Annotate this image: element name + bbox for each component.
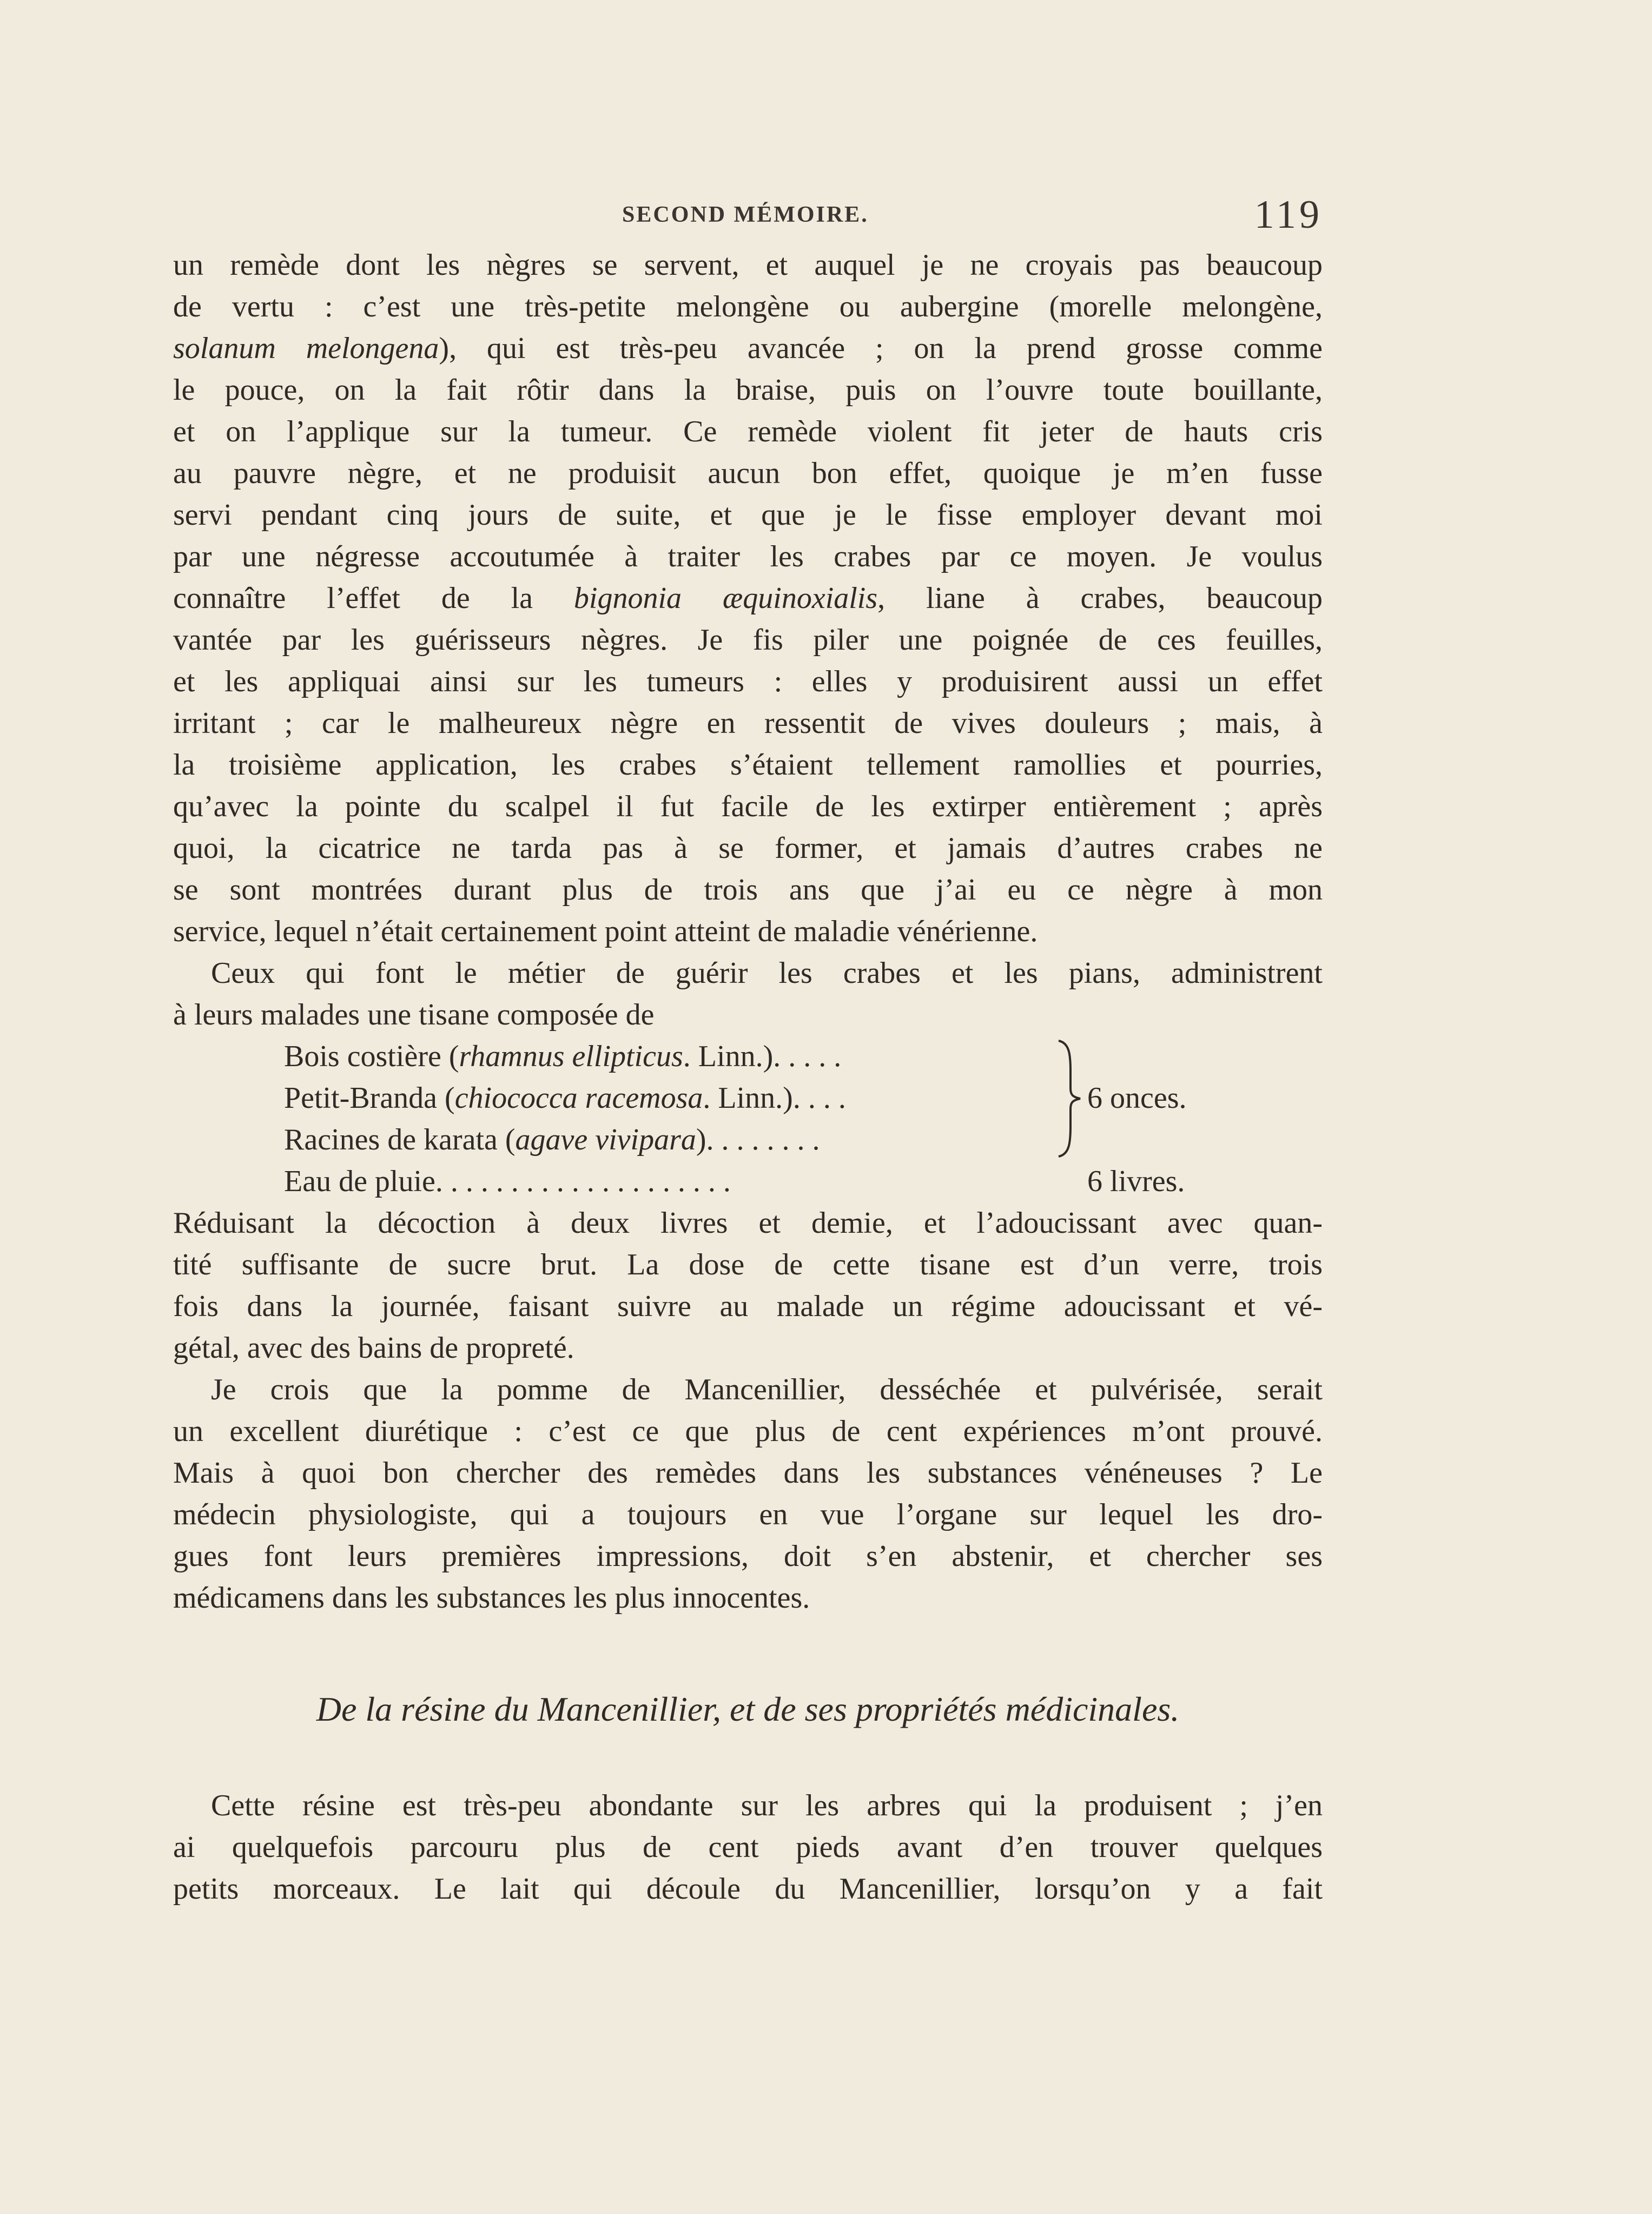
text-line: qu’avec la pointe du scalpel il fut facile de les extirper entièrement ; après bbox=[173, 790, 1323, 823]
text-line: Ceux qui font le métier de guérir les crabes et les pians, administrent bbox=[211, 956, 1323, 990]
page-number: 119 bbox=[1254, 193, 1323, 237]
latin-name: agave vivipara bbox=[515, 1123, 696, 1156]
running-title: SECOND MÉMOIRE. bbox=[622, 202, 869, 227]
text-line: et on l’applique sur la tumeur. Ce remède violent fit jeter de hauts cris bbox=[173, 415, 1323, 448]
ingredient: Petit-Branda (chiococca racemosa. Linn.). . . . bbox=[284, 1081, 846, 1115]
text-line bbox=[173, 328, 1323, 369]
text-line: fois dans la journée, faisant suivre au malade un régime adoucissant et vé- bbox=[173, 1290, 1323, 1323]
text-line: Cette résine est très-peu abondante sur les arbres qui la produisent ; j’en bbox=[211, 1789, 1323, 1822]
text-line: tité suffisante de sucre brut. La dose de cette tisane est d’un verre, trois bbox=[173, 1248, 1323, 1281]
text-line: irritant ; car le malheureux nègre en ressentit de vives douleurs ; mais, à bbox=[173, 706, 1323, 740]
text-run: , liane à crabes, beaucoup bbox=[877, 581, 1323, 615]
text-line: service, lequel n’était certainement point atteint de maladie vénérienne. bbox=[173, 915, 1038, 948]
recipe-list bbox=[284, 1036, 1204, 1202]
ingredient: Bois costière (rhamnus ellipticus. Linn.). . . . . bbox=[284, 1040, 842, 1073]
paragraph bbox=[173, 1202, 1323, 1369]
text-line: gues font leurs premières impressions, doit s’en abstenir, et chercher ses bbox=[173, 1539, 1323, 1573]
latin-name: bignonia æquinoxialis bbox=[573, 581, 878, 615]
paragraph bbox=[173, 1369, 1323, 1619]
text-line: au pauvre nègre, et ne produisit aucun bon effet, quoique je m’en fusse bbox=[173, 457, 1323, 490]
text-run: connaître l’effet de la bbox=[173, 581, 574, 615]
text-line: vantée par les guérisseurs nègres. Je fis piler une poignée de ces feuilles, bbox=[173, 623, 1323, 657]
text-line: ai quelquefois parcouru plus de cent pieds avant d’en trouver quelques bbox=[173, 1830, 1323, 1864]
text-line: la troisième application, les crabes s’étaient tellement ramollies et pourries, bbox=[173, 748, 1323, 782]
latin-name: chiococca racemosa bbox=[454, 1081, 703, 1115]
paragraph-continued bbox=[173, 244, 1323, 953]
text-line bbox=[173, 578, 1323, 619]
running-head bbox=[173, 192, 1323, 241]
text-line: Réduisant la décoction à deux livres et demie, et l’adoucissant avec quan- bbox=[173, 1206, 1323, 1240]
text-line: servi pendant cinq jours de suite, et que je le fisse employer devant moi bbox=[173, 498, 1323, 532]
text-line: par une négresse accoutumée à traiter les crabes par ce moyen. Je voulus bbox=[173, 540, 1323, 573]
text-line: gétal, avec des bains de propreté. bbox=[173, 1331, 574, 1365]
text-line: un excellent diurétique : c’est ce que plus de cent expériences m’ont prouvé. bbox=[173, 1415, 1323, 1448]
text-line: se sont montrées durant plus de trois ans que j’ai eu ce nègre à mon bbox=[173, 873, 1323, 907]
recipe-item bbox=[284, 1161, 1204, 1202]
paragraph bbox=[173, 953, 1323, 1036]
text-line: quoi, la cicatrice ne tarda pas à se former, et jamais d’autres crabes ne bbox=[173, 831, 1323, 865]
text-line: le pouce, on la fait rôtir dans la braise, puis on l’ouvre toute bouillante, bbox=[173, 373, 1323, 407]
ingredient: Racines de karata (agave vivipara). . . . . . . . bbox=[284, 1123, 820, 1156]
latin-name: rhamnus ellipticus bbox=[459, 1040, 683, 1073]
text-run: ), qui est très-peu avancée ; on la prend grosse comme bbox=[439, 332, 1323, 365]
ingredient: Eau de pluie. . . . . . . . . . . . . . . . . . . . bbox=[284, 1165, 731, 1198]
group-quantity: 6 onces. bbox=[1087, 1081, 1187, 1115]
section-heading: De la résine du Mancenillier, et de ses propriétés médicinales. bbox=[316, 1690, 1180, 1728]
paragraph bbox=[173, 1785, 1323, 1910]
curly-brace-icon bbox=[1052, 1039, 1085, 1159]
text-line: Je crois que la pomme de Mancenillier, desséchée et pulvérisée, serait bbox=[211, 1373, 1323, 1406]
text-line: à leurs malades une tisane composée de bbox=[173, 998, 655, 1032]
text-line: Mais à quoi bon chercher des remèdes dans les substances vénéneuses ? Le bbox=[173, 1456, 1323, 1490]
text-line: médecin physiologiste, qui a toujours en vue l’organe sur lequel les dro- bbox=[173, 1498, 1323, 1531]
text-line: petits morceaux. Le lait qui découle du Mancenillier, lorsqu’on y a fait bbox=[173, 1872, 1323, 1906]
text-line: et les appliquai ainsi sur les tumeurs : elles y produisirent aussi un effet bbox=[173, 665, 1323, 698]
water-quantity: 6 livres. bbox=[1087, 1165, 1185, 1198]
text-line: un remède dont les nègres se servent, et auquel je ne croyais pas beaucoup bbox=[173, 248, 1323, 282]
text-line: de vertu : c’est une très-petite melongène ou aubergine (morelle melongène, bbox=[173, 290, 1323, 323]
latin-name: solanum melongena bbox=[173, 332, 439, 365]
text-line: médicamens dans les substances les plus innocentes. bbox=[173, 1581, 810, 1615]
